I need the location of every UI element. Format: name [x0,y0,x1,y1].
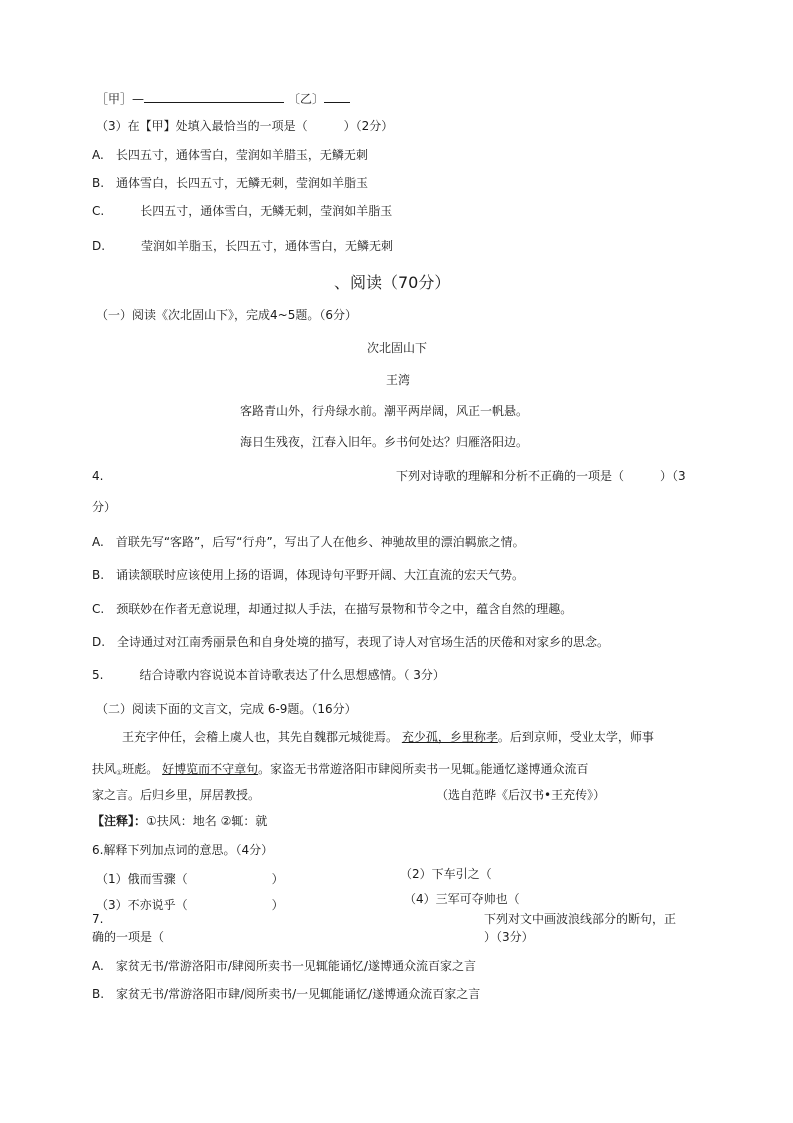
passage-line-3: 家之言。后归乡里，屏居教授。 [92,788,261,802]
q3-option-a: A. 长四五寸，通体雪白，莹润如羊腊玉，无鳞无刺 [92,148,368,162]
q3-option-d: D. 莹润如羊脂玉，长四五寸，通体雪白，无鳞无刺 [92,239,394,253]
q3-stem: （3）在【甲】处填入最恰当的一项是（ ）（2分） [96,119,394,133]
q6-item-4: （4）三军可夺帅也（ [404,892,520,906]
q7-score: ）（3分） [484,930,534,944]
q6-item-3: （3）不亦说乎（ ） [96,898,284,912]
jia-blank-label: ［甲］— [96,90,284,107]
q4-option-a: A. 首联先写“客路”，后写“行舟”，写出了人在他乡、神驰故里的漂泊羁旅之情。 [92,535,525,549]
q4-option-c: C. 颈联妙在作者无意说理，却通过拟人手法，在描写景物和节令之中，蕴含自然的理趣。 [92,602,573,616]
passage-underline-1: 充少孤，乡里称孝 [401,730,498,744]
q7-stem-right: 下列对文中画波浪线部分的断句，正 [484,912,677,926]
poem-line-2: 海日生残夜，江春入旧年。乡书何处达？归雁洛阳边。 [240,435,529,449]
q5-stem: 5. 结合诗歌内容说说本首诗歌表达了什么思想感情。（ 3分） [92,668,445,682]
q4-option-b: B. 诵读颔联时应该使用上扬的语调，体现诗句平野开阔、大江直流的宏天气势。 [92,568,525,582]
notes: 【注释】：①扶风：地名 ②辄：就 [92,814,268,828]
passage-line-2: 扶风$_①$班彪。 好博览而不守章句。家盗无书常遊洛阳市肆阅所卖书一见辄$_②$能通忆遂博通众流百 [92,762,589,777]
q4-stem-cont: 分） [92,500,117,514]
part1-intro: （一）阅读《次北固山下》，完成4~5题。（6分） [96,308,357,322]
q6-item-2: （2）下车引之（ [400,867,492,881]
q7-option-b: B. 家贫无书/常游洛阳市肆/阅所卖书/一见辄能诵忆/遂博通众流百家之言 [92,987,481,1001]
poem-title: 次北固山下 [367,341,428,355]
passage-source: （选自范晔《后汉书•王充传》） [436,788,606,802]
q4-option-d: D. 全诗通过对江南秀丽景色和自身处境的描写，表现了诗人对官场生活的厌倦和对家乡的思念。 [92,635,610,649]
q3-option-b: B. 通体雪白，长四五寸，无鳞无刺，莹润如羊脂玉 [92,176,369,190]
passage-underline-2: 好博览而不守章句 [162,762,259,776]
q7-option-a: A. 家贫无书/常游洛阳市/肆阅所卖书一见辄能诵忆/遂博通众流百家之言 [92,959,476,973]
q4-stem: 下列对诗歌的理解和分析不正确的一项是（ ）（3 [396,469,686,483]
passage-line-1: 王充字仲任，会稽上虞人也，其先自魏郡元城徙焉。 充少孤，乡里称孝。后到京师，受业太学，师事 [122,730,654,744]
q3-option-c: C. 长四五寸，通体雪白，无鳞无刺，莹润如羊脂玉 [92,204,393,218]
part2-intro: （二）阅读下面的文言文，完成 6-9题。（16分） [96,702,357,716]
poem-author: 王湾 [386,373,411,387]
q7-number: 7. [92,912,104,926]
poem-line-1: 客路青山外，行舟绿水前。潮平两岸阔，风正一帆悬。 [240,404,529,418]
q4-number: 4. [92,469,104,483]
q7-stem-left: 确的一项是（ [92,930,165,944]
yi-blank-label: 〔乙〕 [288,90,350,107]
q6-item-1: （1）俄而雪骤（ ） [96,872,284,886]
section-title: 、阅读（70分） [334,273,451,292]
q6-stem: 6.解释下列加点词的意思。（4分） [92,843,274,857]
